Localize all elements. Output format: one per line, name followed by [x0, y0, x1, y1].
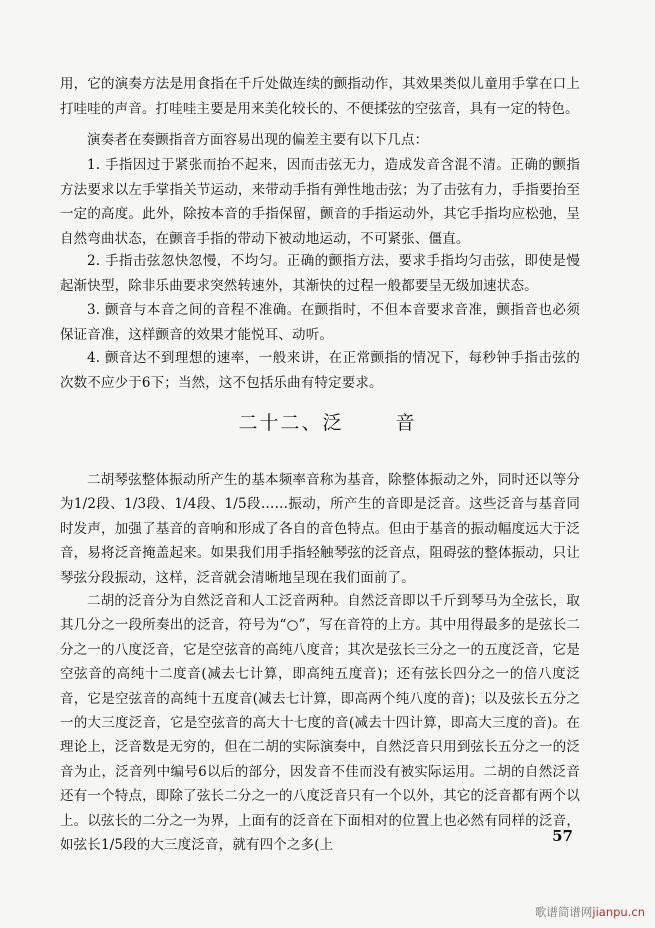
- paragraph-natural-harmonics: 二胡的泛音分为自然泛音和人工泛音两种。自然泛音即以千斤到琴马为全弦长，取其几分之一段所奏出的泛音，符号为“○”，写在音符的上方。其中用得最多的是弦长二分之一的八度泛音，它是空弦音的高纯八度音；其次是弦长三分之一的五度泛音，它是空弦音的高纯十二度音(减去七计算，即高纯五度音)；还有弦长四分之一的倍八度泛音，它是空弦音的高纯十五度音(减去七计算，即高两个纯八度的音)；以及弦长五分之一的大三度泛音，它是空弦音的高大十七度的音(减去十四计算，即高大三度的音)。在理论上，泛音数是无穷的，但在二胡的实际演奏中，自然泛音只用到弦长五分之一的泛音为止，泛音列中编号6以后的部分，因发音不佳而没有被实际运用。二胡的自然泛音还有一个特点，即除了弦长二分之一的八度泛音只有一个以外，其它的泛音都有两个以上。以弦长的二分之一为界，上面有的泛音在下面相对的位置上也必然有同样的泛音，如弦长1/5段的大三度泛音，就有四个之多(上: [60, 593, 580, 854]
- paragraph-error-3: 3. 颤音与本音之间的音程不准确。在颤指时，不但本音要求音准，颤指音也必须保证音准，这样颤音的效果才能悦耳、动听。: [60, 302, 580, 343]
- paragraph-intro-continuation: 用，它的演奏方法是用食指在千斤处做连续的颤指动作，其效果类似儿童用手掌在口上打哇哇的声音。打哇哇主要是用来美化较长的、不便揉弦的空弦音，具有一定的特色。: [60, 76, 580, 117]
- paragraph-error-2: 2. 手指击弦忽快忽慢，不均匀。正确的颤指方法，要求手指均匀击弦，即使是慢起渐快型，除非乐曲要求突然转速外，其渐快的过程一般都要呈无级加速状态。: [60, 253, 580, 294]
- paragraph-error-1: 1. 手指因过于紧张而抬不起来，因而击弦无力，造成发音含混不清。正确的颤指方法要求以左手掌指关节运动，来带动手指有弹性地击弦；为了击弦有力，手指要抬至一定的高度。此外，除按本音的手指保留，颤音的手指运动外，其它手指均应松弛，呈自然弯曲状态，在颤音手指的带动下被动地运动，不可紧张、僵直。: [60, 157, 580, 247]
- section-heading: [0, 408, 655, 435]
- watermark-site-name: 歌谱简谱网: [534, 905, 593, 919]
- watermark-url: jianpu.cn: [592, 905, 645, 919]
- section-heading-suffix: 音: [395, 412, 417, 434]
- paragraph-error-4: 4. 颤音达不到理想的速率，一般来讲，在正常颤指的情况下，每秒钟手指击弦的次数不应少于6下；当然，这不包括乐曲有特定要求。: [60, 350, 580, 391]
- section-heading-prefix: 二十二、泛: [238, 412, 344, 434]
- paragraph-harmonics-definition: 二胡琴弦整体振动所产生的基本频率音称为基音，除整体振动之外，同时还以等分为1/2段、1/3段、1/4段、1/5段……振动，所产生的音即是泛音。这些泛音与基音同时发声，加强了基音的音响和形成了各自的音色特点。但由于基音的振动幅度远大于泛音，易将泛音掩盖起来。如果我们用手指轻触琴弦的泛音点，阻碍弦的整体振动，只让琴弦分段振动，这样，泛音就会清晰地呈现在我们面前了。: [60, 472, 580, 586]
- paragraph-common-errors-intro: 演奏者在奏颤指音方面容易出现的偏差主要有以下几点：: [87, 132, 429, 148]
- watermark: [535, 904, 645, 920]
- page-number: 57: [552, 827, 573, 845]
